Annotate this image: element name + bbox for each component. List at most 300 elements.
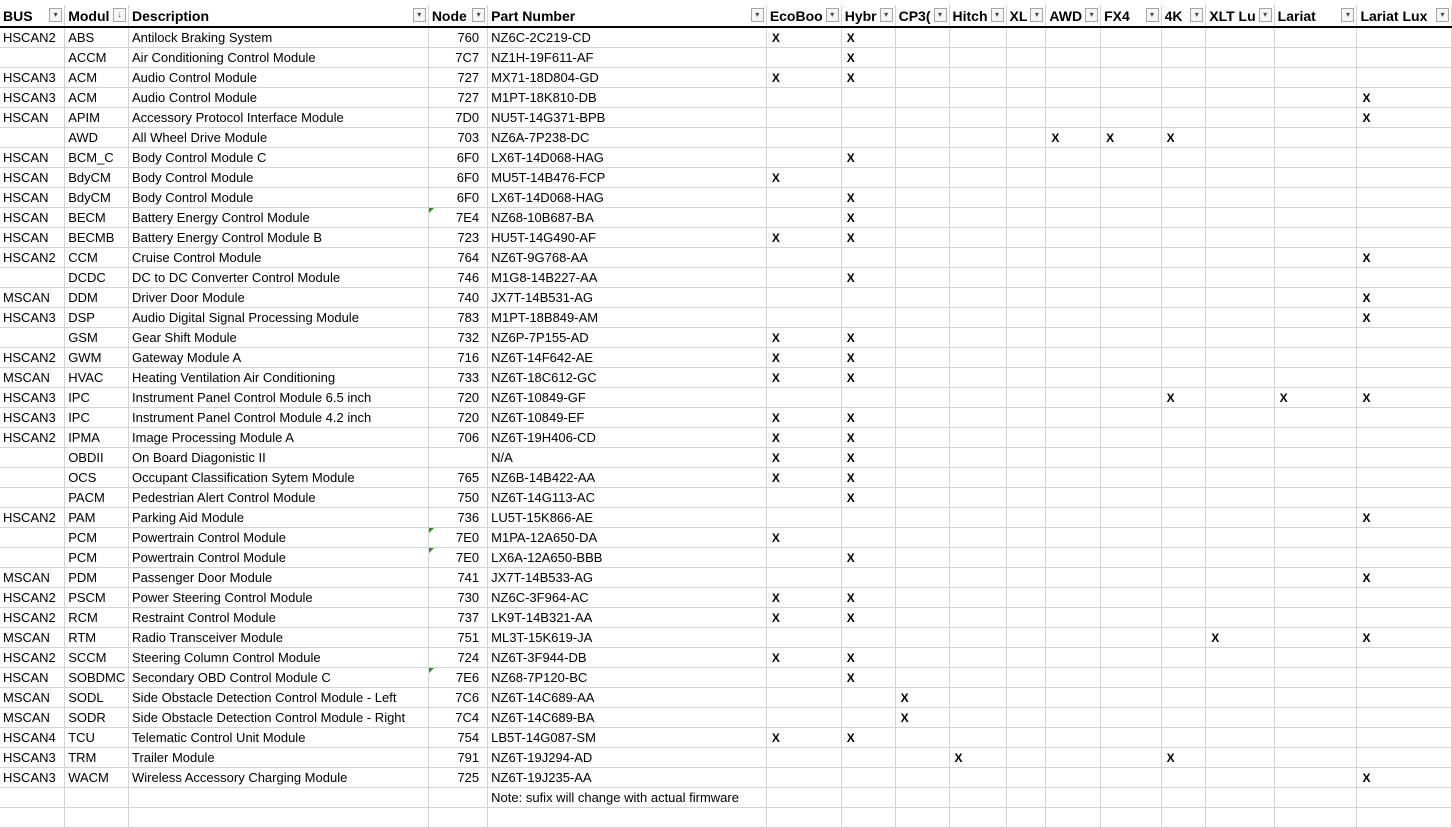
- cell-ecoboost[interactable]: [766, 628, 841, 648]
- filter-dropdown-icon[interactable]: ▾: [472, 8, 485, 22]
- cell-node[interactable]: 7E4: [428, 208, 487, 228]
- cell-lariat[interactable]: [1274, 88, 1357, 108]
- cell-xlt-lux[interactable]: [1206, 508, 1274, 528]
- cell-4k[interactable]: [1161, 668, 1206, 688]
- cell-xl[interactable]: [1006, 468, 1046, 488]
- filter-dropdown-icon[interactable]: ▾: [1190, 8, 1203, 22]
- cell-awd[interactable]: [1046, 188, 1101, 208]
- cell-hybrid[interactable]: [841, 568, 895, 588]
- cell-bus[interactable]: HSCAN: [0, 188, 65, 208]
- cell-xlt-lux[interactable]: [1206, 368, 1274, 388]
- cell-fx4[interactable]: [1101, 528, 1161, 548]
- cell-module[interactable]: APIM: [65, 108, 129, 128]
- cell-ecoboost[interactable]: [766, 268, 841, 288]
- cell-ecoboost[interactable]: X: [766, 528, 841, 548]
- cell-lariat[interactable]: [1274, 168, 1357, 188]
- cell-4k[interactable]: [1161, 428, 1206, 448]
- cell-4k[interactable]: [1161, 328, 1206, 348]
- cell-module[interactable]: TCU: [65, 728, 129, 748]
- cell-description[interactable]: Trailer Module: [129, 748, 429, 768]
- cell-node[interactable]: 724: [428, 648, 487, 668]
- cell-module[interactable]: SOBDMC: [65, 668, 129, 688]
- cell-part-number[interactable]: LX6T-14D068-HAG: [488, 188, 767, 208]
- cell-fx4[interactable]: [1101, 188, 1161, 208]
- cell-description[interactable]: Accessory Protocol Interface Module: [129, 108, 429, 128]
- cell-node[interactable]: 751: [428, 628, 487, 648]
- cell-module[interactable]: ACM: [65, 88, 129, 108]
- cell-xlt-lux[interactable]: [1206, 548, 1274, 568]
- cell-hitch[interactable]: [949, 208, 1006, 228]
- cell-hitch[interactable]: [949, 448, 1006, 468]
- cell-cp360[interactable]: [895, 728, 949, 748]
- cell-module[interactable]: ACM: [65, 68, 129, 88]
- cell-xl[interactable]: [1006, 48, 1046, 68]
- cell-awd[interactable]: X: [1046, 128, 1101, 148]
- cell-hitch[interactable]: [949, 368, 1006, 388]
- cell-awd[interactable]: [1046, 268, 1101, 288]
- cell-node[interactable]: 706: [428, 428, 487, 448]
- cell-description[interactable]: Instrument Panel Control Module 6.5 inch: [129, 388, 429, 408]
- cell-hybrid[interactable]: X: [841, 468, 895, 488]
- cell-node[interactable]: 754: [428, 728, 487, 748]
- cell-description[interactable]: Audio Control Module: [129, 88, 429, 108]
- cell-lariat[interactable]: [1274, 688, 1357, 708]
- cell-lariat-lux[interactable]: [1357, 368, 1452, 388]
- cell-hitch[interactable]: [949, 148, 1006, 168]
- cell-cp360[interactable]: [895, 408, 949, 428]
- cell-module[interactable]: IPC: [65, 388, 129, 408]
- cell-node[interactable]: 783: [428, 308, 487, 328]
- cell-awd[interactable]: [1046, 168, 1101, 188]
- cell-ecoboost[interactable]: X: [766, 648, 841, 668]
- cell-hitch[interactable]: [949, 328, 1006, 348]
- cell-lariat[interactable]: [1274, 788, 1357, 808]
- cell-cp360[interactable]: [895, 308, 949, 328]
- cell-hybrid[interactable]: [841, 108, 895, 128]
- cell-xlt-lux[interactable]: [1206, 68, 1274, 88]
- cell-description[interactable]: Audio Digital Signal Processing Module: [129, 308, 429, 328]
- cell-4k[interactable]: [1161, 448, 1206, 468]
- cell-awd[interactable]: [1046, 668, 1101, 688]
- cell-4k[interactable]: [1161, 48, 1206, 68]
- cell-lariat-lux[interactable]: [1357, 27, 1452, 48]
- cell-part-number[interactable]: NZ6P-7P155-AD: [488, 328, 767, 348]
- cell-lariat-lux[interactable]: [1357, 748, 1452, 768]
- cell-xlt-lux[interactable]: [1206, 288, 1274, 308]
- cell-lariat-lux[interactable]: X: [1357, 288, 1452, 308]
- cell-module[interactable]: DDM: [65, 288, 129, 308]
- cell-node[interactable]: 765: [428, 468, 487, 488]
- column-header-description[interactable]: [129, 5, 429, 27]
- cell-xl[interactable]: [1006, 168, 1046, 188]
- cell-xlt-lux[interactable]: [1206, 268, 1274, 288]
- cell-xl[interactable]: [1006, 108, 1046, 128]
- cell-lariat-lux[interactable]: [1357, 648, 1452, 668]
- cell-awd[interactable]: [1046, 528, 1101, 548]
- cell-xlt-lux[interactable]: [1206, 248, 1274, 268]
- cell-lariat-lux[interactable]: [1357, 468, 1452, 488]
- cell-lariat-lux[interactable]: [1357, 728, 1452, 748]
- cell-description[interactable]: Body Control Module C: [129, 148, 429, 168]
- cell-awd[interactable]: [1046, 308, 1101, 328]
- cell-hybrid[interactable]: [841, 748, 895, 768]
- cell-4k[interactable]: [1161, 68, 1206, 88]
- cell-node[interactable]: 730: [428, 588, 487, 608]
- column-header-lariat-lux[interactable]: [1357, 5, 1452, 27]
- cell-xlt-lux[interactable]: [1206, 148, 1274, 168]
- cell-fx4[interactable]: [1101, 728, 1161, 748]
- cell-4k[interactable]: [1161, 308, 1206, 328]
- cell-part-number[interactable]: LX6A-12A650-BBB: [488, 548, 767, 568]
- cell-4k[interactable]: [1161, 808, 1206, 828]
- cell-cp360[interactable]: [895, 548, 949, 568]
- cell-4k[interactable]: [1161, 148, 1206, 168]
- cell-4k[interactable]: [1161, 588, 1206, 608]
- cell-lariat[interactable]: [1274, 48, 1357, 68]
- cell-module[interactable]: IPC: [65, 408, 129, 428]
- cell-part-number[interactable]: N/A: [488, 448, 767, 468]
- cell-4k[interactable]: X: [1161, 388, 1206, 408]
- cell-bus[interactable]: HSCAN2: [0, 248, 65, 268]
- cell-awd[interactable]: [1046, 628, 1101, 648]
- cell-hybrid[interactable]: X: [841, 148, 895, 168]
- cell-cp360[interactable]: [895, 208, 949, 228]
- cell-part-number[interactable]: NZ6T-10849-GF: [488, 388, 767, 408]
- cell-fx4[interactable]: [1101, 368, 1161, 388]
- cell-lariat[interactable]: [1274, 308, 1357, 328]
- cell-part-number[interactable]: NZ68-10B687-BA: [488, 208, 767, 228]
- cell-part-number[interactable]: NZ6T-19H406-CD: [488, 428, 767, 448]
- cell-4k[interactable]: X: [1161, 128, 1206, 148]
- cell-lariat-lux[interactable]: [1357, 168, 1452, 188]
- cell-hitch[interactable]: [949, 548, 1006, 568]
- cell-fx4[interactable]: X: [1101, 128, 1161, 148]
- cell-xl[interactable]: [1006, 488, 1046, 508]
- cell-part-number[interactable]: JX7T-14B533-AG: [488, 568, 767, 588]
- cell-hitch[interactable]: [949, 68, 1006, 88]
- cell-bus[interactable]: HSCAN2: [0, 588, 65, 608]
- cell-ecoboost[interactable]: [766, 788, 841, 808]
- cell-bus[interactable]: HSCAN3: [0, 768, 65, 788]
- column-header-xlt-lux[interactable]: [1206, 5, 1274, 27]
- cell-xl[interactable]: [1006, 248, 1046, 268]
- cell-bus[interactable]: [0, 448, 65, 468]
- cell-part-number[interactable]: NZ6T-18C612-GC: [488, 368, 767, 388]
- column-header-bus[interactable]: [0, 5, 65, 27]
- cell-fx4[interactable]: [1101, 688, 1161, 708]
- cell-fx4[interactable]: [1101, 208, 1161, 228]
- cell-module[interactable]: PAM: [65, 508, 129, 528]
- cell-ecoboost[interactable]: [766, 308, 841, 328]
- cell-4k[interactable]: [1161, 268, 1206, 288]
- cell-cp360[interactable]: [895, 528, 949, 548]
- cell-xl[interactable]: [1006, 268, 1046, 288]
- cell-module[interactable]: TRM: [65, 748, 129, 768]
- cell-node[interactable]: [428, 808, 487, 828]
- cell-cp360[interactable]: [895, 268, 949, 288]
- cell-lariat[interactable]: [1274, 188, 1357, 208]
- cell-hybrid[interactable]: X: [841, 728, 895, 748]
- cell-bus[interactable]: [0, 128, 65, 148]
- cell-bus[interactable]: MSCAN: [0, 688, 65, 708]
- cell-hybrid[interactable]: [841, 788, 895, 808]
- cell-4k[interactable]: [1161, 688, 1206, 708]
- cell-bus[interactable]: HSCAN3: [0, 748, 65, 768]
- cell-part-number[interactable]: NZ6T-14C689-BA: [488, 708, 767, 728]
- cell-fx4[interactable]: [1101, 148, 1161, 168]
- cell-awd[interactable]: [1046, 768, 1101, 788]
- cell-fx4[interactable]: [1101, 228, 1161, 248]
- cell-description[interactable]: Air Conditioning Control Module: [129, 48, 429, 68]
- cell-awd[interactable]: [1046, 68, 1101, 88]
- cell-cp360[interactable]: [895, 48, 949, 68]
- cell-hybrid[interactable]: X: [841, 268, 895, 288]
- cell-cp360[interactable]: [895, 168, 949, 188]
- cell-bus[interactable]: HSCAN: [0, 148, 65, 168]
- cell-cp360[interactable]: [895, 808, 949, 828]
- cell-xlt-lux[interactable]: [1206, 648, 1274, 668]
- cell-hybrid[interactable]: [841, 688, 895, 708]
- cell-module[interactable]: BECM: [65, 208, 129, 228]
- cell-bus[interactable]: HSCAN: [0, 668, 65, 688]
- cell-module[interactable]: PACM: [65, 488, 129, 508]
- cell-fx4[interactable]: [1101, 588, 1161, 608]
- cell-lariat-lux[interactable]: [1357, 408, 1452, 428]
- cell-4k[interactable]: [1161, 628, 1206, 648]
- cell-ecoboost[interactable]: X: [766, 68, 841, 88]
- cell-fx4[interactable]: [1101, 248, 1161, 268]
- cell-description[interactable]: Side Obstacle Detection Control Module - Left: [129, 688, 429, 708]
- cell-node[interactable]: 7E0: [428, 548, 487, 568]
- cell-cp360[interactable]: [895, 648, 949, 668]
- cell-xl[interactable]: [1006, 628, 1046, 648]
- cell-part-number[interactable]: NZ6T-19J235-AA: [488, 768, 767, 788]
- cell-part-number[interactable]: NZ6T-3F944-DB: [488, 648, 767, 668]
- cell-hitch[interactable]: [949, 528, 1006, 548]
- cell-4k[interactable]: [1161, 288, 1206, 308]
- cell-hybrid[interactable]: [841, 248, 895, 268]
- cell-xlt-lux[interactable]: [1206, 188, 1274, 208]
- cell-hitch[interactable]: [949, 568, 1006, 588]
- cell-hitch[interactable]: [949, 188, 1006, 208]
- cell-hybrid[interactable]: [841, 628, 895, 648]
- cell-lariat[interactable]: [1274, 548, 1357, 568]
- column-header-4k[interactable]: [1161, 5, 1206, 27]
- cell-xl[interactable]: [1006, 648, 1046, 668]
- cell-node[interactable]: 723: [428, 228, 487, 248]
- cell-part-number[interactable]: NZ6T-14C689-AA: [488, 688, 767, 708]
- cell-part-number[interactable]: Note: sufix will change with actual firmware: [488, 788, 767, 808]
- cell-module[interactable]: GWM: [65, 348, 129, 368]
- cell-lariat[interactable]: [1274, 628, 1357, 648]
- column-header-fx4[interactable]: [1101, 5, 1161, 27]
- cell-hitch[interactable]: [949, 608, 1006, 628]
- cell-description[interactable]: Telematic Control Unit Module: [129, 728, 429, 748]
- cell-lariat[interactable]: [1274, 148, 1357, 168]
- cell-4k[interactable]: [1161, 408, 1206, 428]
- filter-dropdown-icon[interactable]: ▾: [1259, 8, 1272, 22]
- cell-hitch[interactable]: [949, 248, 1006, 268]
- cell-fx4[interactable]: [1101, 268, 1161, 288]
- cell-hitch[interactable]: [949, 728, 1006, 748]
- cell-module[interactable]: IPMA: [65, 428, 129, 448]
- cell-module[interactable]: RTM: [65, 628, 129, 648]
- cell-lariat[interactable]: [1274, 748, 1357, 768]
- cell-module[interactable]: PSCM: [65, 588, 129, 608]
- cell-description[interactable]: Power Steering Control Module: [129, 588, 429, 608]
- cell-bus[interactable]: [0, 488, 65, 508]
- cell-hitch[interactable]: [949, 27, 1006, 48]
- cell-lariat[interactable]: [1274, 268, 1357, 288]
- cell-module[interactable]: BdyCM: [65, 188, 129, 208]
- cell-node[interactable]: 733: [428, 368, 487, 388]
- cell-node[interactable]: 750: [428, 488, 487, 508]
- cell-lariat-lux[interactable]: [1357, 348, 1452, 368]
- cell-ecoboost[interactable]: X: [766, 328, 841, 348]
- cell-fx4[interactable]: [1101, 108, 1161, 128]
- cell-bus[interactable]: HSCAN3: [0, 308, 65, 328]
- column-header-lariat[interactable]: [1274, 5, 1357, 27]
- cell-ecoboost[interactable]: [766, 508, 841, 528]
- cell-module[interactable]: AWD: [65, 128, 129, 148]
- cell-4k[interactable]: [1161, 468, 1206, 488]
- cell-part-number[interactable]: NZ6T-9G768-AA: [488, 248, 767, 268]
- cell-bus[interactable]: HSCAN4: [0, 728, 65, 748]
- cell-4k[interactable]: [1161, 208, 1206, 228]
- cell-4k[interactable]: [1161, 568, 1206, 588]
- cell-fx4[interactable]: [1101, 308, 1161, 328]
- cell-module[interactable]: PDM: [65, 568, 129, 588]
- cell-module[interactable]: ACCM: [65, 48, 129, 68]
- cell-hitch[interactable]: [949, 508, 1006, 528]
- cell-ecoboost[interactable]: [766, 548, 841, 568]
- cell-fx4[interactable]: [1101, 27, 1161, 48]
- filter-dropdown-icon[interactable]: ↓: [113, 8, 126, 22]
- cell-node[interactable]: [428, 788, 487, 808]
- cell-description[interactable]: Pedestrian Alert Control Module: [129, 488, 429, 508]
- cell-hybrid[interactable]: [841, 768, 895, 788]
- cell-bus[interactable]: HSCAN: [0, 168, 65, 188]
- cell-module[interactable]: [65, 808, 129, 828]
- cell-description[interactable]: Instrument Panel Control Module 4.2 inch: [129, 408, 429, 428]
- filter-dropdown-icon[interactable]: ▾: [49, 8, 62, 22]
- cell-hybrid[interactable]: X: [841, 68, 895, 88]
- cell-hitch[interactable]: [949, 468, 1006, 488]
- cell-awd[interactable]: [1046, 88, 1101, 108]
- cell-node[interactable]: 7D0: [428, 108, 487, 128]
- cell-hitch[interactable]: [949, 288, 1006, 308]
- cell-lariat-lux[interactable]: [1357, 48, 1452, 68]
- cell-cp360[interactable]: [895, 348, 949, 368]
- cell-description[interactable]: Battery Energy Control Module B: [129, 228, 429, 248]
- cell-fx4[interactable]: [1101, 768, 1161, 788]
- cell-xlt-lux[interactable]: [1206, 748, 1274, 768]
- cell-awd[interactable]: [1046, 428, 1101, 448]
- cell-lariat-lux[interactable]: [1357, 428, 1452, 448]
- cell-lariat[interactable]: [1274, 608, 1357, 628]
- cell-bus[interactable]: MSCAN: [0, 708, 65, 728]
- cell-4k[interactable]: X: [1161, 748, 1206, 768]
- cell-module[interactable]: CCM: [65, 248, 129, 268]
- filter-dropdown-icon[interactable]: ▾: [1341, 8, 1354, 22]
- cell-bus[interactable]: HSCAN2: [0, 348, 65, 368]
- cell-ecoboost[interactable]: X: [766, 468, 841, 488]
- cell-description[interactable]: Side Obstacle Detection Control Module - Right: [129, 708, 429, 728]
- cell-description[interactable]: Gateway Module A: [129, 348, 429, 368]
- cell-module[interactable]: HVAC: [65, 368, 129, 388]
- cell-fx4[interactable]: [1101, 288, 1161, 308]
- cell-xlt-lux[interactable]: [1206, 468, 1274, 488]
- cell-hitch[interactable]: [949, 628, 1006, 648]
- cell-xl[interactable]: [1006, 208, 1046, 228]
- cell-cp360[interactable]: [895, 448, 949, 468]
- filter-dropdown-icon[interactable]: ▾: [1030, 8, 1043, 22]
- cell-awd[interactable]: [1046, 108, 1101, 128]
- cell-node[interactable]: 716: [428, 348, 487, 368]
- cell-xlt-lux[interactable]: [1206, 528, 1274, 548]
- cell-cp360[interactable]: [895, 788, 949, 808]
- cell-lariat-lux[interactable]: [1357, 528, 1452, 548]
- cell-part-number[interactable]: HU5T-14G490-AF: [488, 228, 767, 248]
- cell-bus[interactable]: HSCAN2: [0, 608, 65, 628]
- cell-part-number[interactable]: NZ6C-2C219-CD: [488, 27, 767, 48]
- cell-ecoboost[interactable]: [766, 668, 841, 688]
- cell-part-number[interactable]: NZ6T-19J294-AD: [488, 748, 767, 768]
- cell-xlt-lux[interactable]: [1206, 408, 1274, 428]
- cell-fx4[interactable]: [1101, 168, 1161, 188]
- cell-node[interactable]: 736: [428, 508, 487, 528]
- cell-awd[interactable]: [1046, 468, 1101, 488]
- cell-hybrid[interactable]: X: [841, 648, 895, 668]
- cell-description[interactable]: [129, 788, 429, 808]
- cell-bus[interactable]: HSCAN3: [0, 88, 65, 108]
- cell-hitch[interactable]: [949, 88, 1006, 108]
- cell-4k[interactable]: [1161, 548, 1206, 568]
- cell-xlt-lux[interactable]: [1206, 168, 1274, 188]
- cell-hybrid[interactable]: [841, 128, 895, 148]
- cell-ecoboost[interactable]: [766, 128, 841, 148]
- column-header-awd[interactable]: [1046, 5, 1101, 27]
- cell-ecoboost[interactable]: [766, 208, 841, 228]
- cell-lariat-lux[interactable]: [1357, 488, 1452, 508]
- cell-hitch[interactable]: [949, 48, 1006, 68]
- cell-xlt-lux[interactable]: [1206, 688, 1274, 708]
- cell-xl[interactable]: [1006, 608, 1046, 628]
- cell-lariat-lux[interactable]: [1357, 808, 1452, 828]
- cell-module[interactable]: SODR: [65, 708, 129, 728]
- cell-lariat[interactable]: [1274, 248, 1357, 268]
- cell-hitch[interactable]: [949, 708, 1006, 728]
- cell-node[interactable]: 703: [428, 128, 487, 148]
- cell-lariat[interactable]: [1274, 368, 1357, 388]
- cell-lariat-lux[interactable]: X: [1357, 508, 1452, 528]
- cell-description[interactable]: [129, 808, 429, 828]
- cell-bus[interactable]: HSCAN3: [0, 408, 65, 428]
- cell-hitch[interactable]: [949, 128, 1006, 148]
- filter-dropdown-icon[interactable]: ▾: [1085, 8, 1098, 22]
- cell-cp360[interactable]: [895, 228, 949, 248]
- cell-node[interactable]: 720: [428, 388, 487, 408]
- cell-cp360[interactable]: X: [895, 688, 949, 708]
- cell-part-number[interactable]: M1G8-14B227-AA: [488, 268, 767, 288]
- cell-hitch[interactable]: [949, 108, 1006, 128]
- cell-description[interactable]: Radio Transceiver Module: [129, 628, 429, 648]
- cell-module[interactable]: GSM: [65, 328, 129, 348]
- cell-hitch[interactable]: [949, 588, 1006, 608]
- cell-xl[interactable]: [1006, 188, 1046, 208]
- cell-xl[interactable]: [1006, 88, 1046, 108]
- cell-node[interactable]: 727: [428, 68, 487, 88]
